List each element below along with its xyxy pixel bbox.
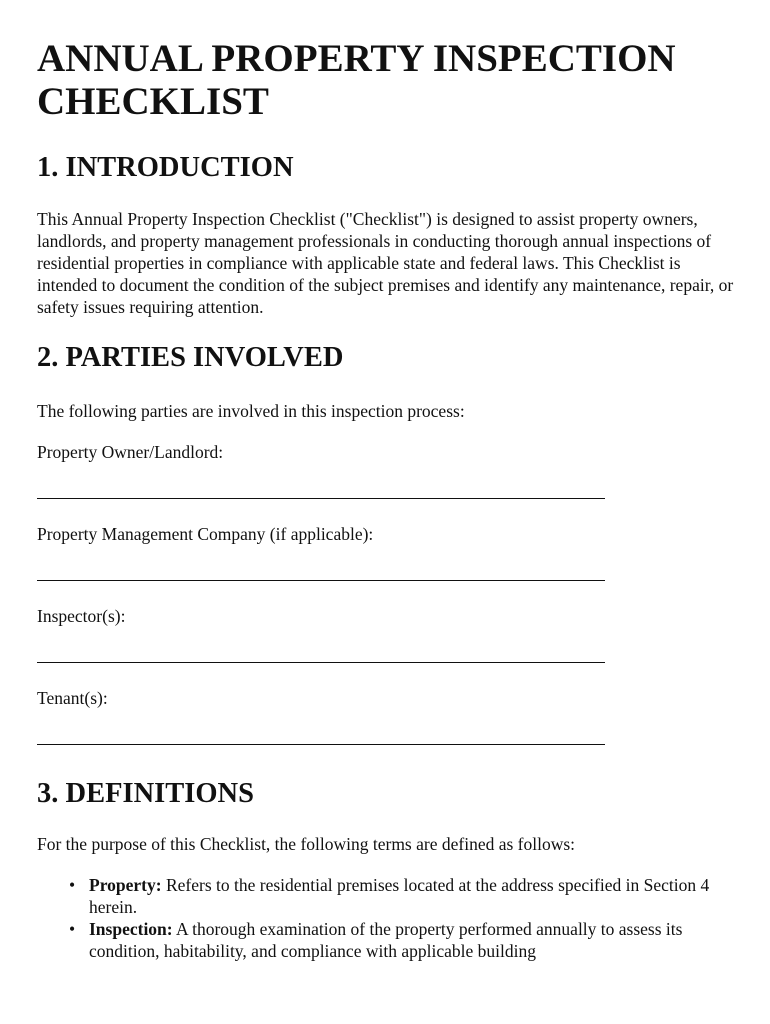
document-page	[37, 0, 737, 962]
definition-term: Inspection:	[89, 919, 173, 939]
blank-line-inspector	[37, 646, 737, 668]
blank-line-owner	[37, 482, 737, 504]
definition-text: Refers to the residential premises located at the address specified in Section 4 herein.	[89, 875, 710, 917]
definitions-paragraph: For the purpose of this Checklist, the following terms are defined as follows:	[37, 834, 576, 854]
section-heading-definitions: 3. DEFINITIONS	[37, 778, 254, 809]
list-item	[69, 874, 737, 918]
definition-text: A thorough examination of the property performed annually to assess its condition, habitability, and compliance with applicable building	[89, 919, 683, 961]
definitions-list	[37, 874, 737, 962]
introduction-paragraph: This Annual Property Inspection Checklist ("Checklist") is designed to assist property owners, landlords, and property management professionals in conducting thorough annual inspections of residential properties in compliance with applicable state and federal laws. This Checklist is intended to document the condition of the subject premises and identify any maintenance, repair, or safety issues requiring attention.	[37, 209, 734, 317]
bullet-icon: •	[69, 919, 76, 939]
section-heading-introduction: 1. INTRODUCTION	[37, 152, 294, 183]
list-item	[69, 918, 737, 962]
parties-paragraph: The following parties are involved in this inspection process:	[37, 401, 465, 421]
field-label-inspector: Inspector(s):	[37, 606, 126, 626]
section-heading-parties: 2. PARTIES INVOLVED	[37, 342, 344, 373]
blank-line-tenant	[37, 728, 737, 750]
field-label-owner: Property Owner/Landlord:	[37, 442, 224, 462]
field-label-management-company: Property Management Company (if applicable):	[37, 524, 374, 544]
definition-term: Property:	[89, 875, 162, 895]
blank-line-management-company	[37, 564, 737, 586]
bullet-icon: •	[69, 875, 76, 895]
field-label-tenant: Tenant(s):	[37, 688, 108, 708]
document-title: ANNUAL PROPERTY INSPECTION CHECKLIST	[37, 37, 676, 123]
